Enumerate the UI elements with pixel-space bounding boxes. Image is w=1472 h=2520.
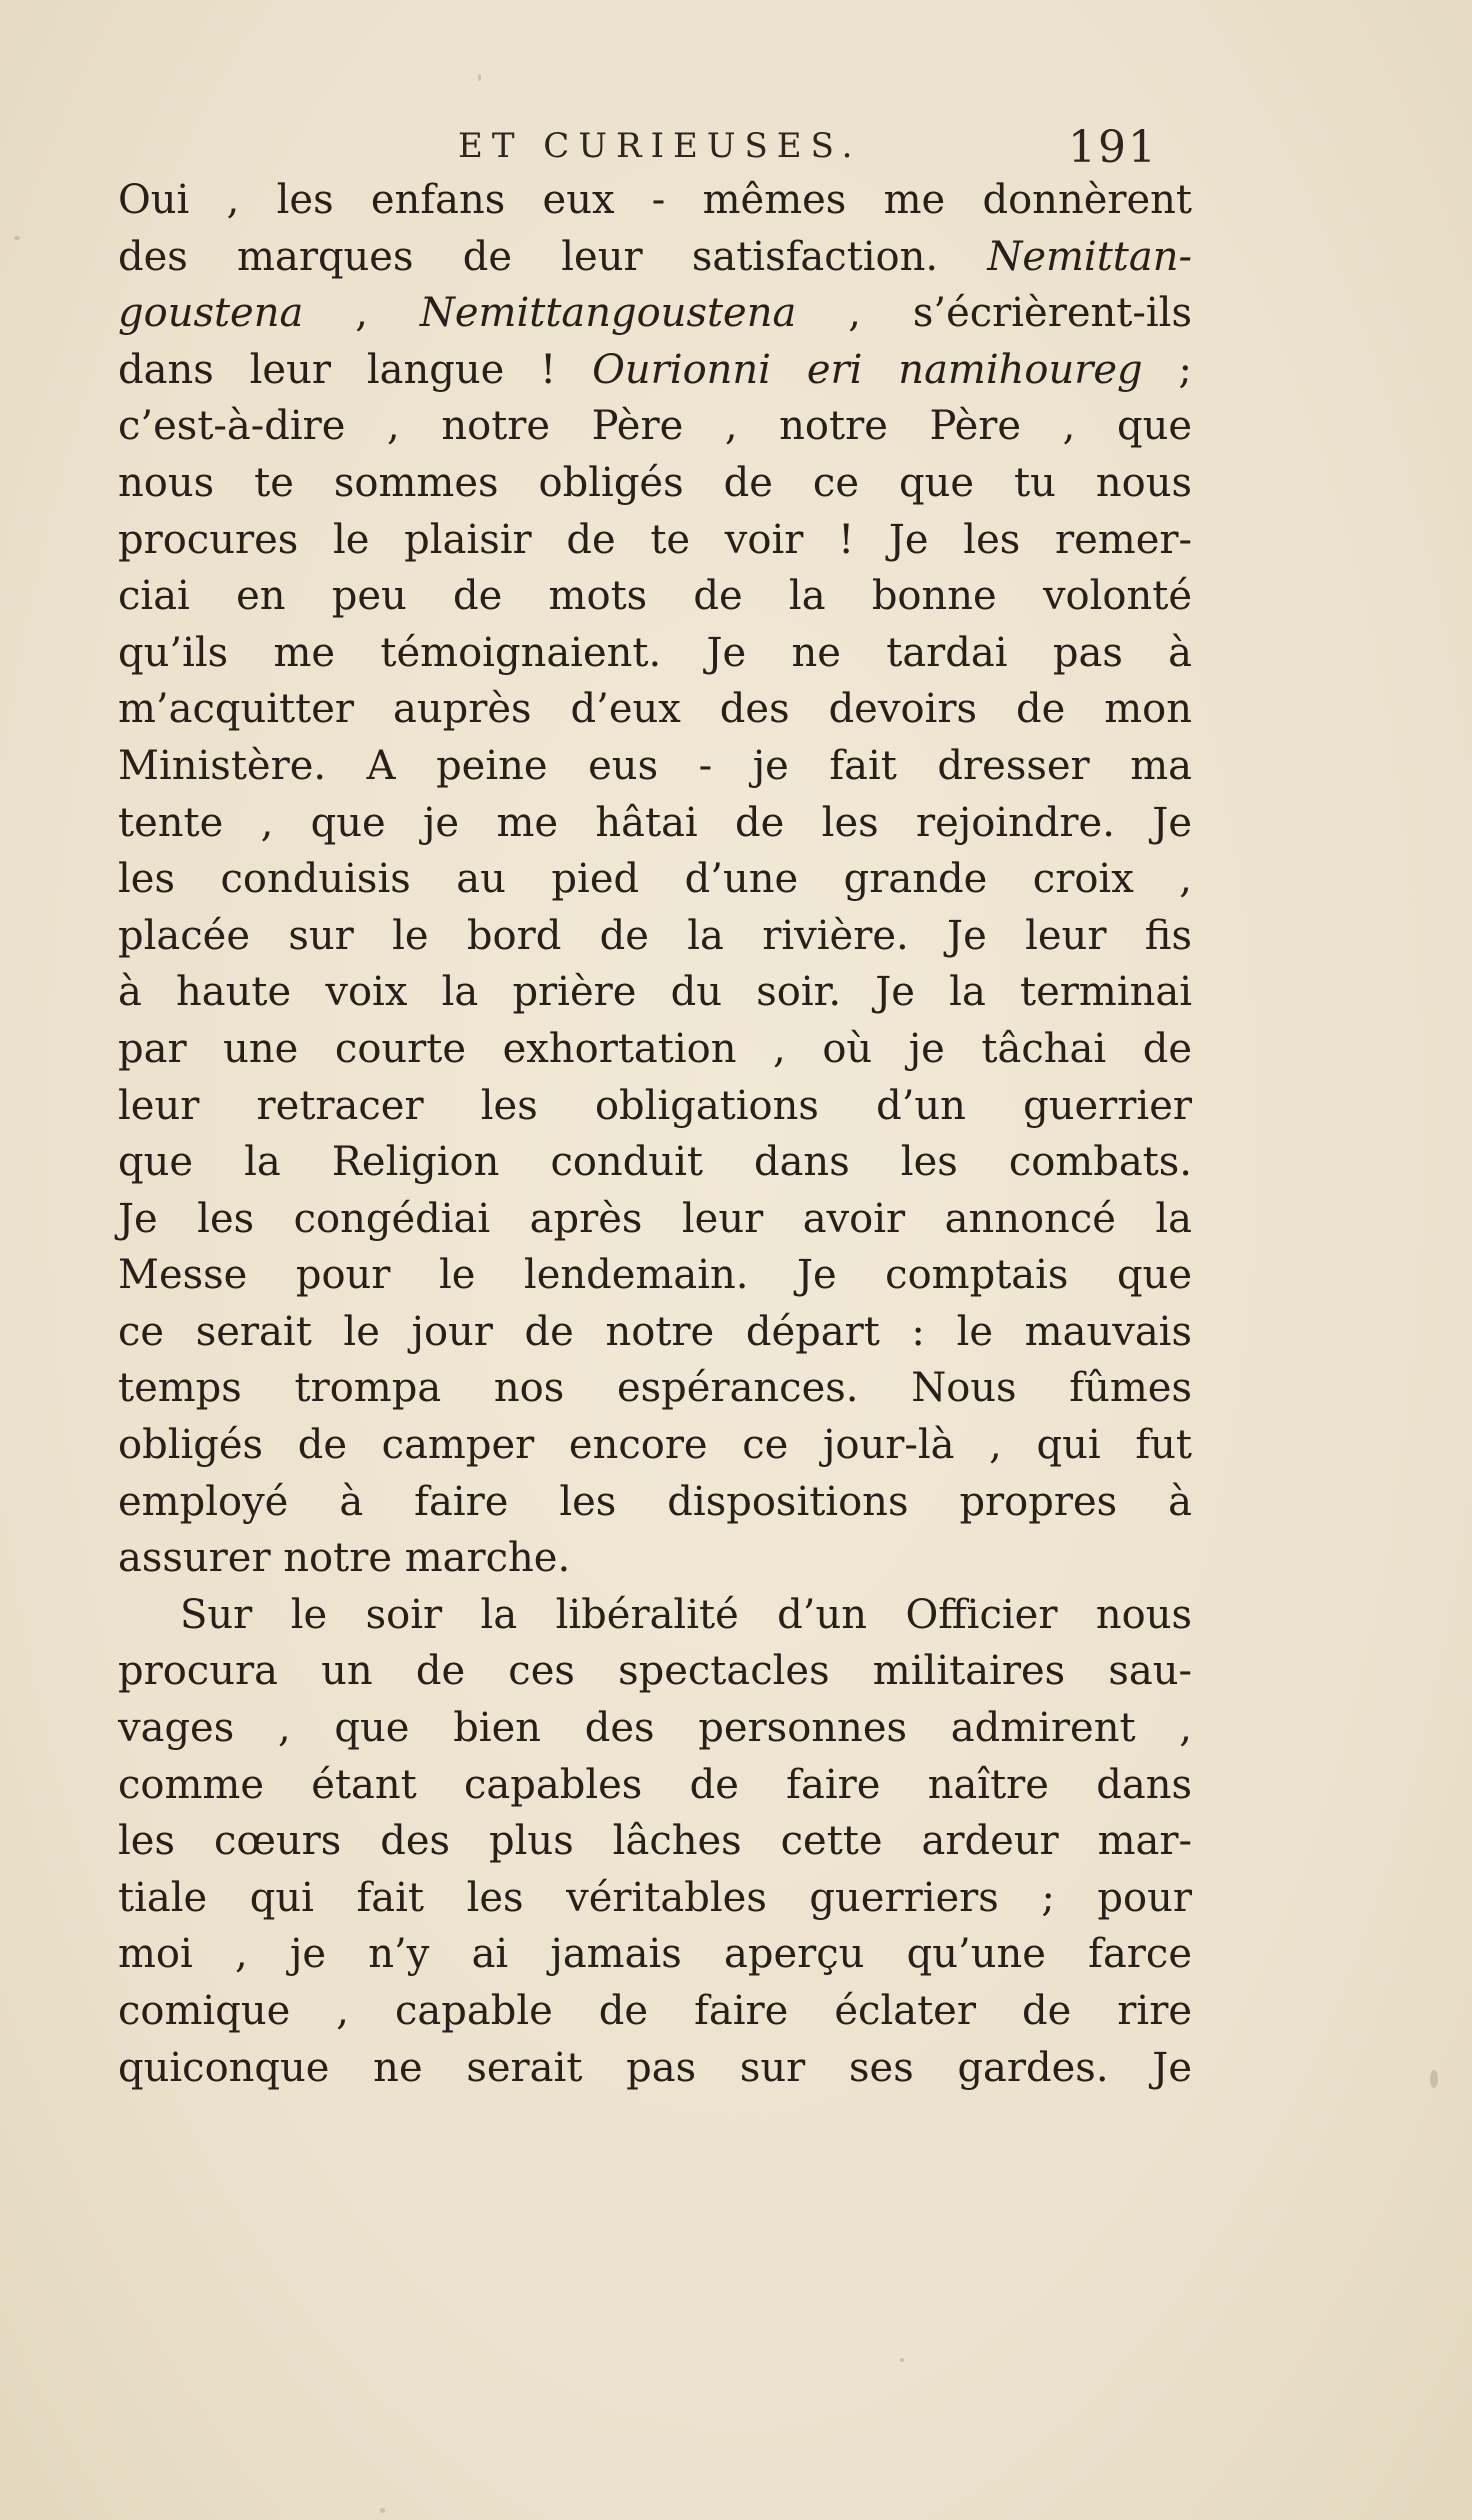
text-line [118,908,1192,965]
text-segment: dans leur langue ! [118,346,593,393]
text-line [118,1360,1192,1417]
text-segment: tente , que je me hâtai de les rejoindre. Je [118,799,1192,846]
page-body [118,172,1192,2096]
text-line [118,851,1192,908]
text-segment: , s’écrièrent-ils [796,290,1192,337]
text-line: les cœurs des plus lâches cette ardeur mar- [118,1818,1192,1865]
paper-speck [1430,2070,1438,2088]
text-segment: ce serait le jour de notre départ : le mauvais [118,1308,1192,1355]
text-line: procura un de ces spectacles militaires sau- [118,1648,1192,1695]
paper-speck [900,2358,904,2362]
text-line: Sur le soir la libéralité d’un Officier nous [180,1591,1192,1638]
paper-speck [380,2508,385,2513]
text-segment: m’acquitter auprès d’eux des devoirs de mon [118,686,1192,733]
text-line: tiale qui fait les véritables guerriers ; pour [118,1874,1192,1921]
text-segment: par une courte exhortation , où je tâchai de [118,1025,1192,1072]
text-line [118,1021,1192,1078]
text-segment: ; [1142,346,1193,393]
paragraph-2 [118,1587,1192,2096]
text-segment: nous te sommes obligés de ce que tu nous [118,459,1192,506]
text-line [118,172,1192,229]
paper-speck [478,74,481,81]
text-segment: c’est-à-dire , notre Père , notre Père , que [118,403,1192,450]
text-line [118,964,1192,1021]
text-line [118,1078,1192,1135]
text-segment: Ministère. A peine eus - je fait dresser ma [118,742,1192,789]
text-line [118,568,1192,625]
text-segment: Je les congédiai après leur avoir annoncé la [118,1195,1192,1242]
text-line [118,455,1192,512]
text-segment: les conduisis au pied d’une grande croix , [118,856,1192,903]
text-line [118,342,1192,399]
paragraph-1 [118,172,1192,1587]
running-title: ET CURIEUSES. [458,126,862,166]
text-line [118,229,1192,286]
text-segment: à haute voix la prière du soir. Je la terminai [118,969,1192,1016]
text-segment: placée sur le bord de la rivière. Je leur fis [118,912,1192,959]
text-line [118,1474,1192,1531]
text-line [118,1191,1192,1248]
text-segment: procures le plaisir de te voir ! Je les remer- [118,516,1192,563]
text-segment: qu’ils me témoignaient. Je ne tardai pas à [118,629,1192,676]
text-segment: obligés de camper encore ce jour-là , qui fut [118,1422,1192,1469]
italic-text: Ourionni eri namihoureg [592,346,1143,393]
text-segment: Messe pour le lendemain. Je comptais que [118,1252,1192,1299]
text-line: quiconque ne serait pas sur ses gardes. Je [118,2044,1192,2091]
text-line [118,285,1192,342]
text-line: comme étant capables de faire naître dans [118,1761,1192,1808]
text-segment: ciai en peu de mots de la bonne volonté [118,573,1192,620]
text-segment: employé à faire les dispositions propres à [118,1478,1192,1525]
text-line [118,1134,1192,1191]
text-segment: leur retracer les obligations d’un guerrier [118,1082,1192,1129]
text-segment: Oui , les enfans eux - mêmes me donnèrent [118,177,1192,223]
text-segment: temps trompa nos espérances. Nous fûmes [118,1365,1192,1412]
italic-text: Nemittan- [987,233,1192,280]
page-number: 191 [1068,122,1158,173]
text-line [118,1247,1192,1304]
text-line [118,1417,1192,1474]
text-line [118,738,1192,795]
text-line [118,1304,1192,1361]
text-segment: , [303,290,420,337]
text-segment: assurer notre marche. [118,1535,571,1582]
text-line [118,1530,1192,1587]
text-line [118,795,1192,852]
text-line [118,398,1192,455]
text-line: comique , capable de faire éclater de rire [118,1988,1192,2034]
text-line: vages , que bien des personnes admirent , [118,1705,1192,1752]
text-line [118,512,1192,569]
text-segment: des marques de leur satisfaction. [118,233,988,280]
text-segment: que la Religion conduit dans les combats. [118,1139,1192,1186]
text-line [118,681,1192,738]
text-line [118,625,1192,682]
text-line: moi , je n’y ai jamais aperçu qu’une farce [118,1931,1192,1978]
paper-speck [14,236,20,240]
italic-text: goustena [118,290,304,337]
italic-text: Nemittangoustena [419,290,797,337]
